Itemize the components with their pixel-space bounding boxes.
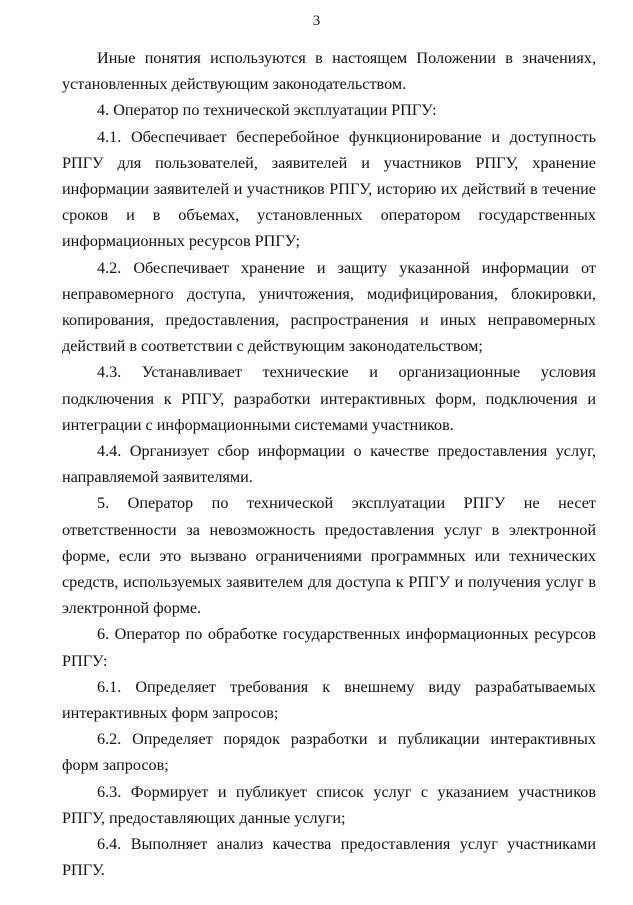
paragraph-4-4: 4.4. Организует сбор информации о качестве предоставления услуг, направляемой заявителями.	[62, 442, 596, 487]
paragraph-4-3: 4.3. Устанавливает технические и организационные условия подключения к РПГУ, разработки интерактивных форм, подключения и интеграции с информационными системами участников.	[62, 363, 596, 434]
paragraph-6: 6. Оператор по обработке государственных информационных ресурсов РПГУ:	[62, 625, 596, 670]
paragraph-6-3: 6.3. Формирует и публикует список услуг с указанием участников РПГУ, предоставляющих данные услуги;	[62, 782, 596, 827]
paragraph-6-2: 6.2. Определяет порядок разработки и публикации интерактивных форм запросов;	[62, 730, 596, 775]
paragraph-4-2: 4.2. Обеспечивает хранение и защиту указанной информации от неправомерного доступа, уничтожения, модифицирования, блокировки, копирования, предоставления, распространения и иных неправомерных действий в соответствии с действующим законодательством;	[62, 258, 596, 356]
paragraph-4-1: 4.1. Обеспечивает бесперебойное функционирование и доступность РПГУ для пользователей, заявителей и участников РПГУ, хранение информации заявителей и участников РПГУ, историю их действий в течение сроков и в объемах, установленных оператором государственных информационных ресурсов РПГУ;	[62, 127, 596, 251]
paragraph-4: 4. Оператор по технической эксплуатации РПГУ:	[97, 101, 437, 120]
paragraph-6-4: 6.4. Выполняет анализ качества предоставления услуг участниками РПГУ.	[62, 835, 596, 880]
paragraph-definitions: Иные понятия используются в настоящем Положении в значениях, установленных действующим законодательством.	[62, 49, 596, 94]
paragraph-5: 5. Оператор по технической эксплуатации РПГУ не несет ответственности за невозможность предоставления услуг в электронной форме, если это вызвано ограничениями программных или технических средств, используемых заявителем для доступа к РПГУ и получения услуг в электронной форме.	[62, 494, 596, 618]
page-number: 3	[312, 13, 321, 29]
paragraph-6-1: 6.1. Определяет требования к внешнему виду разрабатываемых интерактивных форм запросов;	[62, 677, 596, 723]
document-body	[62, 45, 596, 884]
